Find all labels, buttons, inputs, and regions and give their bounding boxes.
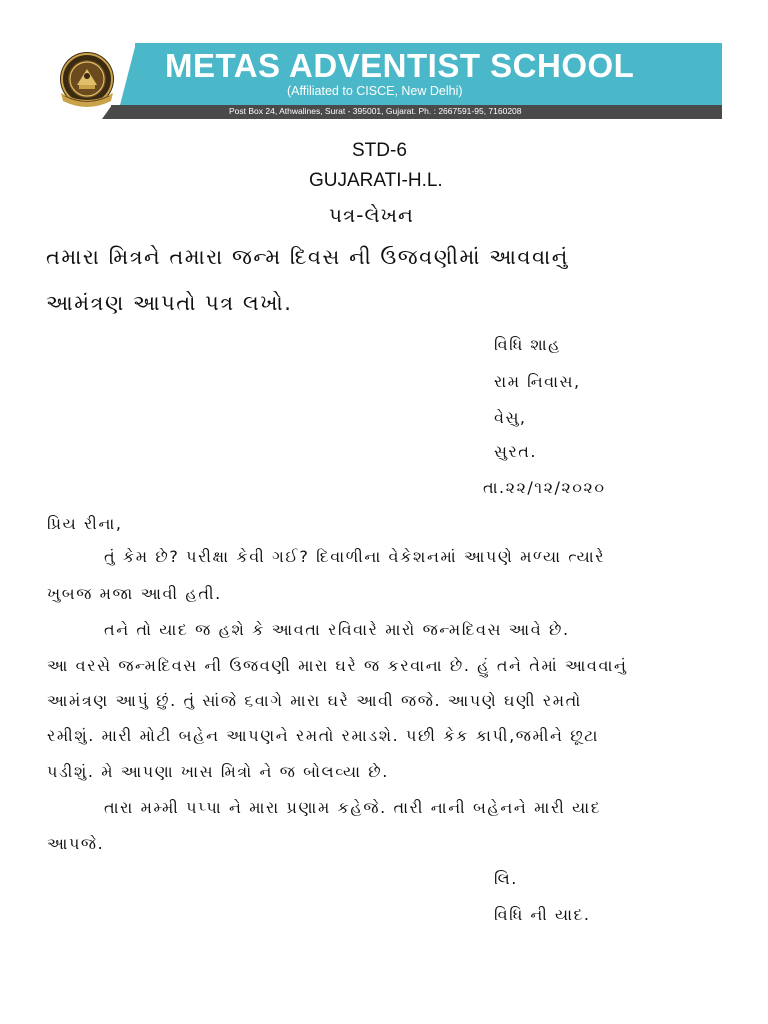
letter-line: તારા મમ્મી પપ્પા ને મારા પ્રણામ કહેજે. તારી નાની બહેનને મારી યાદ [104, 798, 602, 817]
letter-line: આપજે. [47, 834, 105, 853]
sender-city: સુરત. [494, 442, 537, 461]
letter-line: પડીશું. મે આપણા ખાસ મિત્રો ને જ બોલવ્યા છે. [47, 762, 389, 781]
letter-line: આ વરસે જન્મદિવસ ની ઉજવણી મારા ઘરે જ કરવાના છે. હું તને તેમાં આવવાનું [47, 656, 628, 675]
std-title: STD-6 [352, 140, 407, 161]
letter-line: તું કેમ છે? પરીક્ષા કેવી ગઈ? દિવાળીના વેકેશનમાં આપણે મળ્યા ત્યારે [104, 547, 606, 566]
letter-signature: વિધિ ની યાદ. [494, 905, 591, 924]
question-line-1: તમારા મિત્રને તમારા જન્મ દિવસ ની ઉજવણીમાં આવવાનું [46, 245, 569, 269]
letter-line: તને તો યાદ જ હશે કે આવતા રવિવારે મારો જન્મદિવસ આવે છે. [104, 620, 570, 639]
subject-title: GUJARATI-H.L. [309, 170, 443, 191]
letter-greeting: પ્રિય રીના, [47, 514, 123, 533]
topic-title: પત્ર-લેખન [329, 203, 414, 227]
school-header-banner [47, 43, 722, 119]
letter-closing: લિ. [494, 869, 518, 888]
school-crest-icon [55, 49, 119, 113]
letter-line: આમંત્રણ આપું છું. તું સાંજે ૬વાગે મારા ઘરે આવી જજે. આપણે ઘણી રમતો [47, 691, 582, 710]
banner-slant [120, 43, 136, 105]
question-line-2: આમંત્રણ આપતો પત્ર લખો. [46, 291, 293, 315]
sender-name: વિધિ શાહ [494, 335, 562, 354]
school-address: Post Box 24, Athwalines, Surat - 395001, Gujarat. Ph. : 2667591-95, 7160208 [229, 106, 522, 116]
sender-area: વેસુ, [494, 408, 527, 427]
letter-date: તા.૨૨/૧૨/૨૦૨૦ [483, 478, 606, 497]
school-affiliation: (Affiliated to CISCE, New Delhi) [287, 84, 463, 98]
sender-house: રામ નિવાસ, [494, 372, 581, 391]
school-name: METAS ADVENTIST SCHOOL [165, 47, 635, 84]
letter-line: રમીશું. મારી મોટી બહેન આપણને રમતો રમાડશે. પછી કેક કાપી,જમીને છૂટા [47, 726, 600, 745]
letter-line: ખુબજ મજા આવી હતી. [47, 584, 222, 603]
